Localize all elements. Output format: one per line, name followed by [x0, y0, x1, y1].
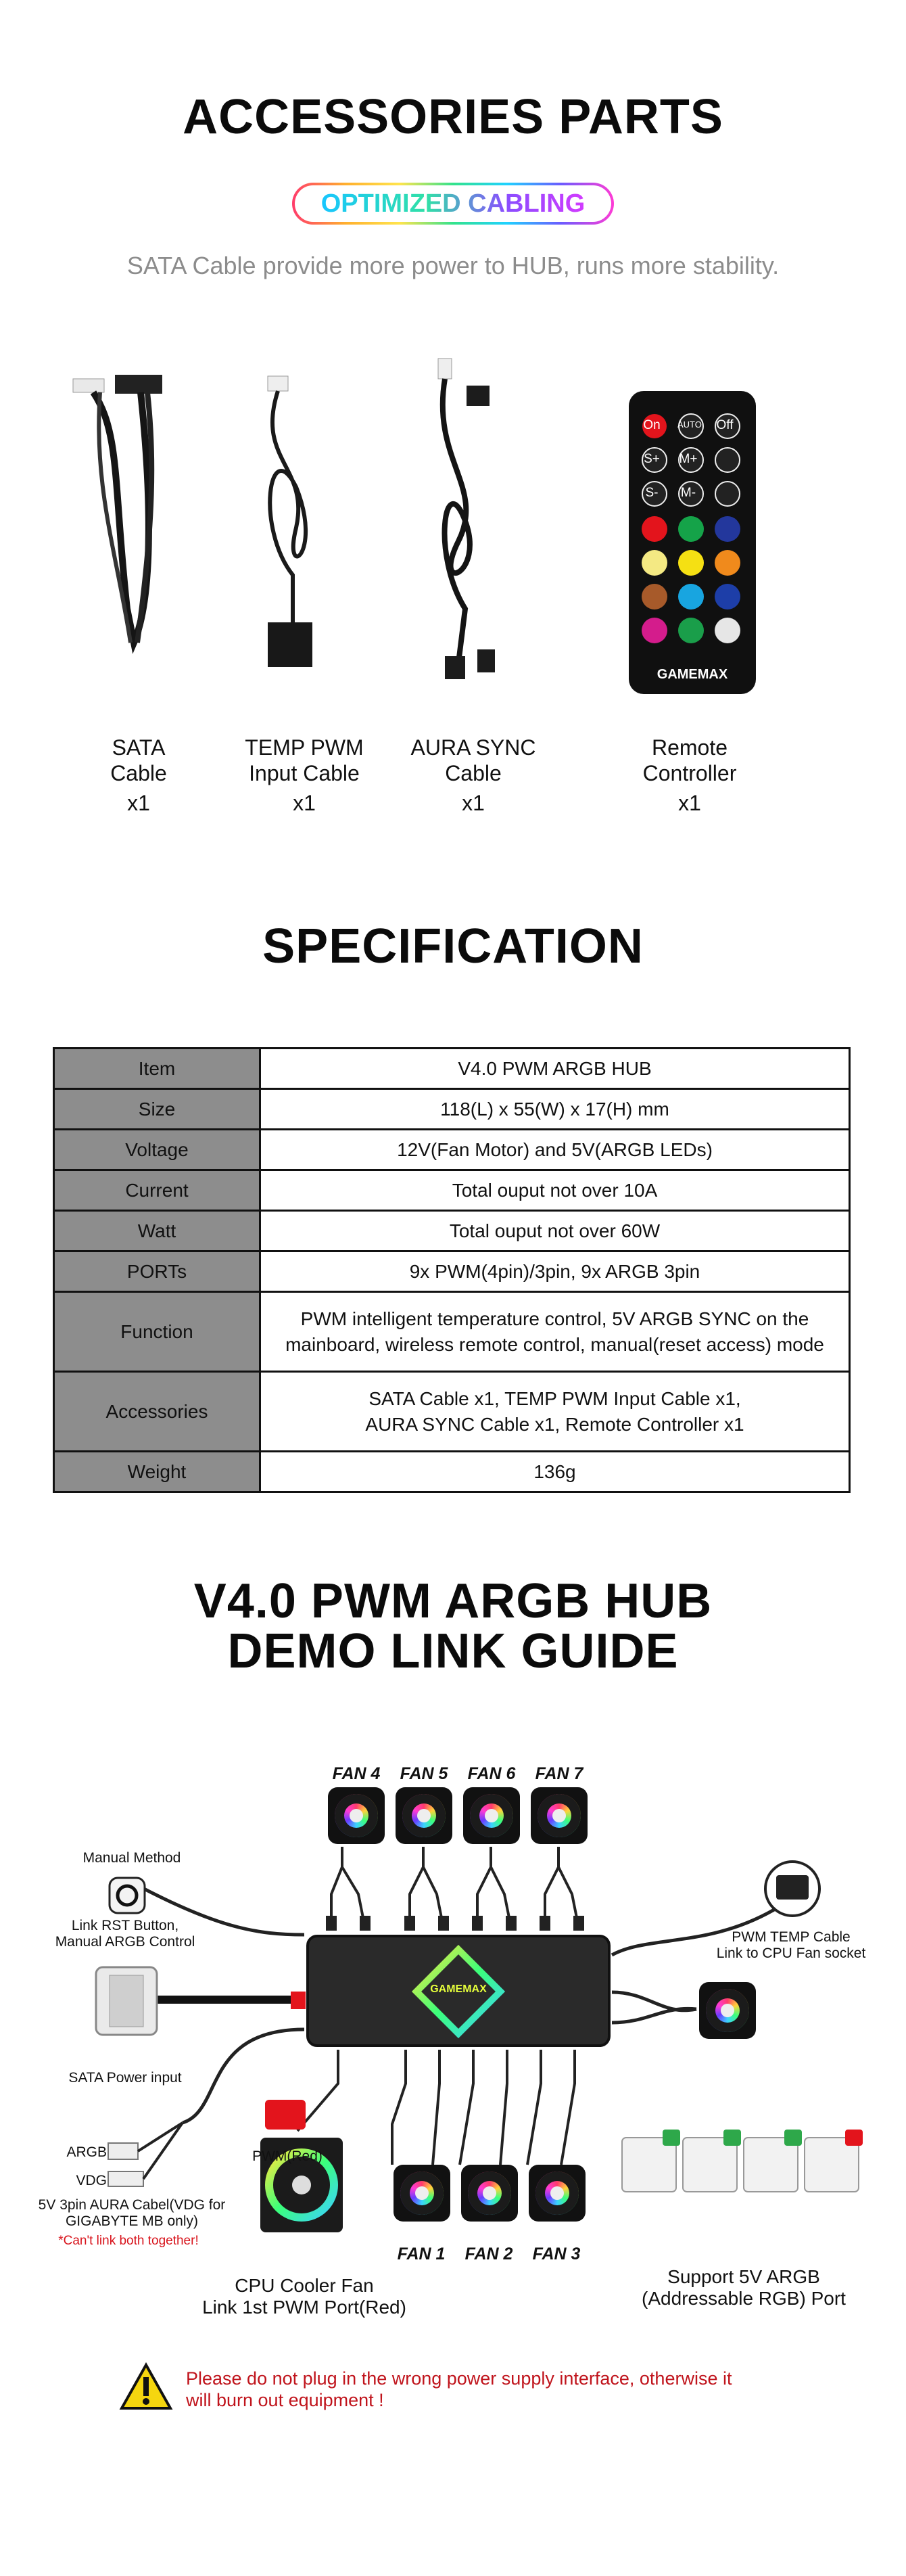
support-label-line2: (Addressable RGB) Port — [642, 2288, 846, 2309]
pwm-temp-label — [696, 1929, 886, 1962]
cpu-label-line1: CPU Cooler Fan — [235, 2275, 374, 2296]
guide-title-line1: V4.0 PWM ARGB HUB — [193, 1574, 713, 1628]
optimized-cabling-badge — [292, 183, 614, 225]
fan-2-icon — [461, 2165, 518, 2222]
acc-item-temp-pwm — [230, 735, 379, 816]
spec-value-line2: mainboard, wireless remote control, manual(reset access) mode — [285, 1333, 824, 1355]
manual-method-label: Manual Method — [82, 1850, 181, 1866]
aura-label-line1: 5V 3pin AURA Cabel(VDG for — [38, 2197, 226, 2213]
cpu-cooler-label — [169, 2275, 439, 2318]
reset-button-icon — [110, 1878, 145, 1913]
temp-pwm-cable-image — [268, 376, 312, 667]
guide-title — [0, 1576, 906, 1676]
hub-brand-logo: GAMEMAX — [430, 1983, 487, 1995]
spec-value: 12V(Fan Motor) and 5V(ARGB LEDs) — [260, 1130, 850, 1170]
rst-label-line2: Manual ARGB Control — [55, 1934, 195, 1950]
warning-text — [186, 2368, 835, 2411]
accessories-images — [53, 352, 796, 717]
table-row — [54, 1372, 850, 1452]
spec-value: 9x PWM(4pin)/3pin, 9x ARGB 3pin — [260, 1251, 850, 1292]
argb-label: ARGB — [66, 2144, 107, 2160]
spec-value — [260, 1292, 850, 1372]
cant-link-note: *Can't link both together! — [58, 2234, 199, 2248]
fan-6-icon — [463, 1787, 520, 1844]
spec-value: 118(L) x 55(W) x 17(H) mm — [260, 1089, 850, 1130]
fan-4-icon — [328, 1787, 385, 1844]
acc-qty: x1 — [127, 791, 150, 815]
acc-name-line1: TEMP PWM — [245, 735, 364, 760]
pwm-temp-label-line2: Link to CPU Fan socket — [716, 1946, 866, 1961]
warning-line1: Please do not plug in the wrong power supply interface, otherwise it — [186, 2368, 732, 2389]
pwm-red-label: PWM(Red) — [252, 2148, 323, 2164]
spec-key: Accessories — [54, 1372, 260, 1452]
table-row — [54, 1089, 850, 1130]
acc-item-remote — [615, 735, 764, 816]
acc-name-line2: Controller — [642, 761, 737, 785]
speed-up-button: S+ — [644, 452, 660, 466]
accessories-subtitle: SATA Cable provide more power to HUB, runs more stability. — [126, 252, 780, 279]
aura-label-line2: GIGABYTE MB only) — [65, 2213, 199, 2229]
acc-name-line1: SATA — [112, 735, 166, 760]
spec-value-line1: SATA Cable x1, TEMP PWM Input Cable x1, — [368, 1387, 741, 1409]
spec-key: PORTs — [54, 1251, 260, 1292]
vdg-label: VDG — [76, 2173, 107, 2188]
table-row — [54, 1452, 850, 1492]
accessories-title: ACCESSORIES PARTS — [183, 90, 723, 144]
mode-down-button: M- — [680, 486, 696, 500]
spec-value-line1: PWM intelligent temperature control, 5V ARGB SYNC on the — [300, 1308, 809, 1329]
fan-3-label: FAN 3 — [532, 2245, 581, 2263]
fan-2-label: FAN 2 — [464, 2245, 513, 2263]
badge-label: OPTIMIZED CABLING — [320, 189, 586, 218]
acc-qty: x1 — [293, 791, 316, 815]
rst-label — [41, 1918, 210, 1950]
spec-value: Total ouput not over 10A — [260, 1170, 850, 1211]
acc-name-line1: AURA SYNC — [410, 735, 536, 760]
right-fan-icon — [699, 1982, 756, 2039]
cpu-label-line2: Link 1st PWM Port(Red) — [202, 2297, 406, 2318]
acc-name-line2: Cable — [110, 761, 167, 785]
spec-value: V4.0 PWM ARGB HUB — [260, 1049, 850, 1089]
acc-name-line2: Cable — [445, 761, 502, 785]
acc-qty: x1 — [678, 791, 701, 815]
warning-icon — [119, 2362, 173, 2411]
speed-down-button: S- — [645, 486, 659, 500]
remote-brand-logo: GAMEMAX — [657, 667, 728, 682]
off-button: Off — [716, 418, 734, 432]
remote-controller-image — [629, 391, 756, 694]
fan-3-icon — [529, 2165, 586, 2222]
mode-up-button: M+ — [679, 452, 698, 466]
argb-connector-icon — [108, 2143, 138, 2159]
table-row — [54, 1049, 850, 1089]
rst-label-line1: Link RST Button, — [71, 1918, 179, 1933]
auto-button: AUTO — [677, 419, 702, 430]
spec-table — [53, 1047, 851, 1493]
fan-4-label: FAN 4 — [332, 1764, 381, 1783]
spec-key: Watt — [54, 1211, 260, 1251]
fan-1-label: FAN 1 — [397, 2245, 446, 2263]
table-row — [54, 1170, 850, 1211]
warning-line2: will burn out equipment ! — [186, 2390, 384, 2410]
aura-cable-label — [20, 2197, 243, 2230]
acc-item-sata — [68, 735, 210, 816]
spec-key: Function — [54, 1292, 260, 1372]
specification-title: SPECIFICATION — [262, 919, 644, 973]
pwm-temp-label-line1: PWM TEMP Cable — [732, 1929, 851, 1945]
table-row — [54, 1251, 850, 1292]
fan-1-icon — [394, 2165, 450, 2222]
sata-power-label: SATA Power input — [68, 2070, 182, 2086]
spec-value: Total ouput not over 60W — [260, 1211, 850, 1251]
support-argb-label — [622, 2266, 865, 2309]
spec-key: Current — [54, 1170, 260, 1211]
vdg-connector-icon — [108, 2171, 143, 2186]
fan-5-label: FAN 5 — [400, 1764, 448, 1783]
on-button: On — [643, 418, 661, 432]
aura-sync-cable-image — [438, 359, 495, 679]
argb-support-ports — [622, 2130, 863, 2192]
spec-value-line2: AURA SYNC Cable x1, Remote Controller x1 — [365, 1413, 744, 1435]
spec-value: 136g — [260, 1452, 850, 1492]
fan-7-label: FAN 7 — [535, 1764, 583, 1783]
fan-6-label: FAN 6 — [467, 1764, 516, 1783]
link-guide-diagram — [0, 1732, 906, 2341]
fan-5-icon — [396, 1787, 452, 1844]
acc-qty: x1 — [462, 791, 485, 815]
table-row — [54, 1211, 850, 1251]
pwm-red-connector-icon — [265, 2100, 306, 2130]
acc-name-line2: Input Cable — [249, 761, 360, 785]
sata-cable-image — [73, 375, 162, 643]
spec-key: Item — [54, 1049, 260, 1089]
spec-value — [260, 1372, 850, 1452]
spec-key: Weight — [54, 1452, 260, 1492]
top-fan-connectors — [326, 1916, 584, 1931]
table-row — [54, 1292, 850, 1372]
sata-red-port — [291, 1992, 306, 2009]
fan-7-icon — [531, 1787, 588, 1844]
acc-name-line1: Remote — [651, 735, 728, 760]
spec-key: Voltage — [54, 1130, 260, 1170]
table-row — [54, 1130, 850, 1170]
acc-item-aura-sync — [396, 735, 551, 816]
support-label-line1: Support 5V ARGB — [667, 2266, 820, 2287]
spec-key: Size — [54, 1089, 260, 1130]
guide-title-line2: DEMO LINK GUIDE — [227, 1624, 679, 1678]
